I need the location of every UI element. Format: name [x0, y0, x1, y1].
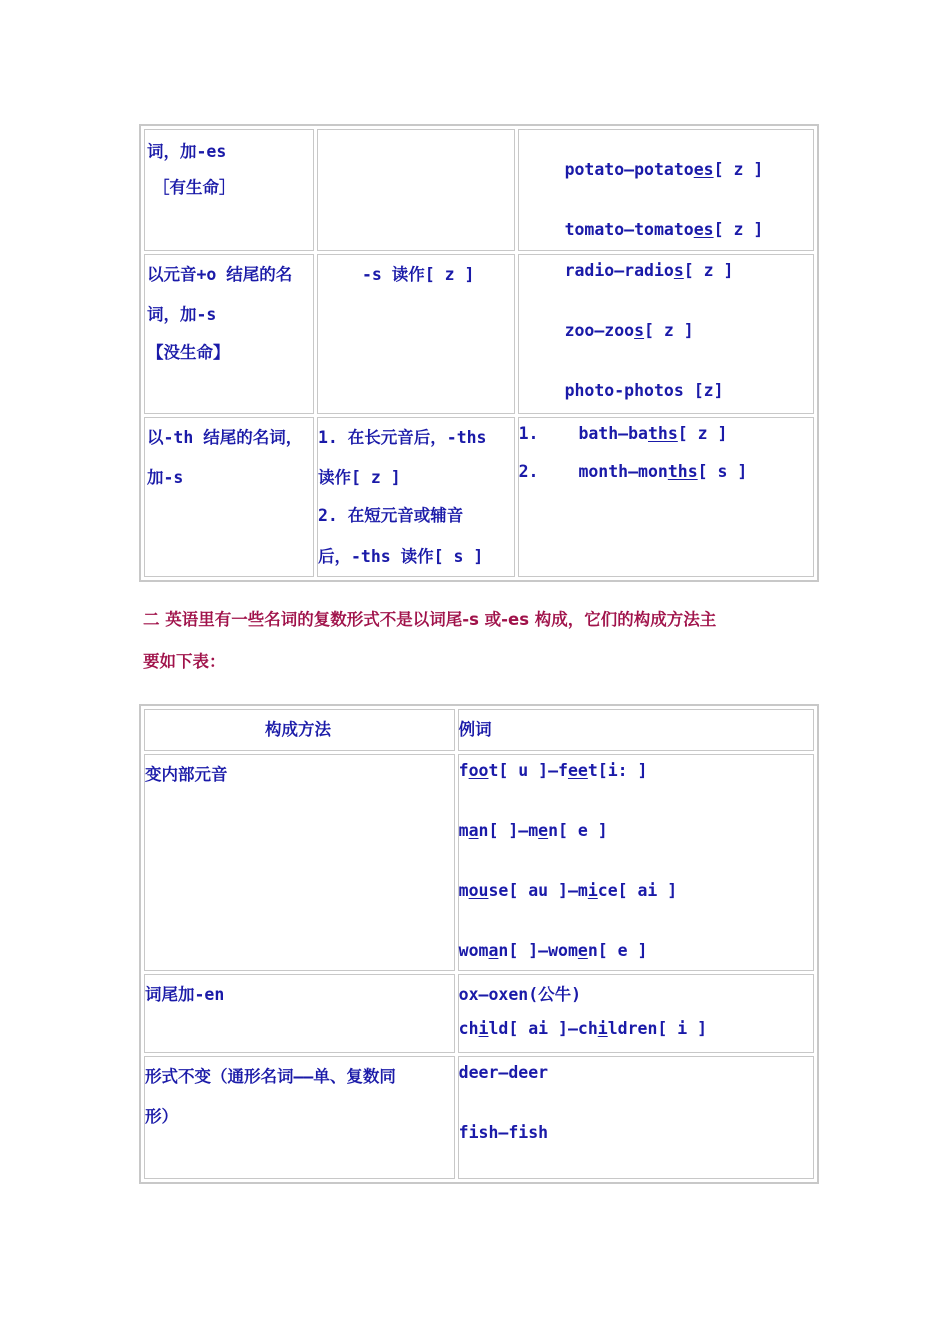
pronunciation-cell [317, 417, 515, 577]
rule-cell [144, 417, 314, 577]
rule-cell [144, 129, 314, 251]
rule-text: ［有生命］ [153, 178, 236, 197]
table-row [144, 974, 814, 1053]
rule-text: 【没生命】 [147, 343, 230, 362]
column-header: 构成方法 [265, 720, 331, 739]
example-text: deer—deer [458, 1063, 549, 1082]
example-cell [518, 129, 814, 251]
example-text: 1. bath—baths[ z ] [518, 424, 728, 443]
example-cell [518, 254, 814, 414]
table-row [144, 254, 814, 414]
method-cell [144, 754, 455, 971]
rule-text: 加-s [147, 468, 184, 487]
header-cell [144, 709, 455, 751]
pronunciation-cell [317, 129, 515, 251]
example-text: radio—radios[ z ] [564, 261, 734, 280]
example-text: ox—oxen(公牛) [458, 985, 582, 1004]
pron-text: 2. 在短元音或辅音 [317, 506, 464, 525]
method-cell [144, 1056, 455, 1179]
table-row [144, 1056, 814, 1179]
rule-text: 以元音+o 结尾的名 [147, 265, 293, 284]
example-text: photo-photos [z] [564, 381, 724, 400]
rule-cell [144, 254, 314, 414]
example-text: tomato—tomatoes[ z ] [564, 220, 764, 239]
table-row [144, 754, 814, 971]
table-row [144, 129, 814, 251]
example-text: child[ ai ]—children[ i ] [458, 1019, 708, 1038]
example-text: 2. month—months[ s ] [518, 462, 748, 481]
method-text: 词尾加-en [145, 985, 225, 1004]
example-text: mouse[ au ]—mice[ ai ] [458, 881, 678, 900]
pron-text: 1. 在长元音后，-ths [317, 428, 487, 447]
example-cell [458, 1056, 814, 1179]
example-text: man[ ]—men[ e ] [458, 821, 608, 840]
rule-text: 词，加-es [147, 142, 227, 161]
pron-text: -s 读作[ z ] [361, 265, 475, 284]
header-cell [458, 709, 814, 751]
plural-rules-table [139, 124, 819, 582]
section-heading: 二 英语里有一些名词的复数形式不是以词尾-s 或-es 构成，它们的构成方法主 [143, 610, 717, 629]
pron-text: 读作[ z ] [317, 468, 401, 487]
example-text: zoo—zoos[ z ] [564, 321, 694, 340]
section-heading: 要如下表： [143, 652, 226, 671]
method-text: 形） [145, 1107, 178, 1126]
method-text: 变内部元音 [145, 765, 228, 784]
example-text: fish—fish [458, 1123, 549, 1142]
example-cell [518, 417, 814, 577]
method-cell [144, 974, 455, 1053]
pron-text: 后，-ths 读作[ s ] [317, 547, 484, 566]
method-text: 形式不变（通形名词——单、复数同 [145, 1067, 396, 1086]
example-text: potato—potatoes[ z ] [564, 160, 764, 179]
column-header: 例词 [458, 720, 492, 739]
example-text: woman[ ]—women[ e ] [458, 941, 648, 960]
example-text: foot[ u ]—feet[i: ] [458, 761, 648, 780]
example-cell [458, 974, 814, 1053]
rule-text: 以-th 结尾的名词， [147, 428, 303, 447]
example-cell [458, 754, 814, 971]
pronunciation-cell [317, 254, 515, 414]
table-row [144, 417, 814, 577]
table-header-row [144, 709, 814, 751]
irregular-plural-table [139, 704, 819, 1184]
rule-text: 词，加-s [147, 305, 217, 324]
